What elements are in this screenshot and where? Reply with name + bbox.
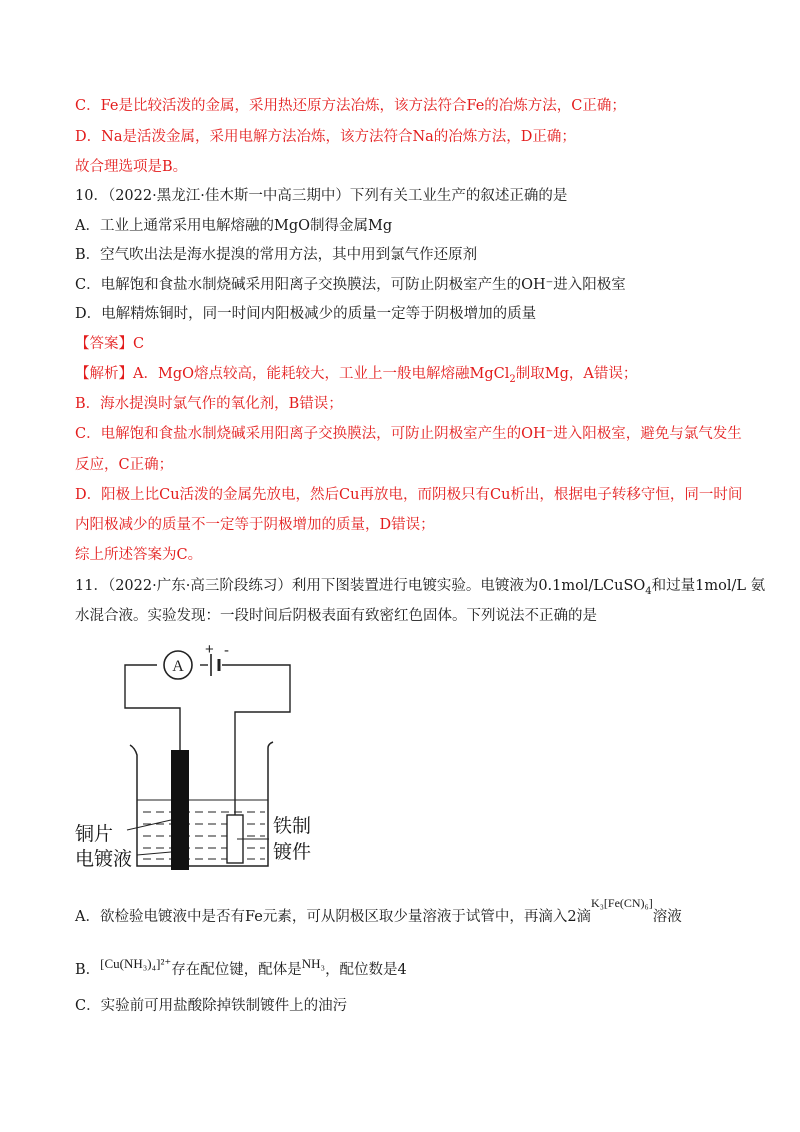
q10-analysis-c1: C．电解饱和食盐水制烧碱采用阳离子交换膜法，可防止阴极室产生的OH⁻进入阳极室，避免与氯气发生: [75, 426, 742, 442]
formula-nh3: NH₃: [301, 956, 326, 971]
q10-option-a: A．工业上通常采用电解熔融的MgO制得金属Mg: [75, 218, 393, 234]
q10-analysis-a: 【解析】A．MgO熔点较高，能耗较大，工业上一般电解熔融MgCl$_2$制取Mg，A错误；: [75, 366, 638, 385]
battery-plus-sign: +: [205, 641, 214, 658]
formula-cu-nh3-4: [Cu(NH₃)₄]²⁺: [100, 956, 172, 971]
q11-stem-line1: 11．（2022·广东·高三阶段练习）利用下图装置进行电镀实验。电镀液为0.1mol/LCuSO$_4$和过量1mol/L 氨: [75, 578, 766, 597]
q10-stem: 10．（2022·黑龙江·佳木斯一中高三期中）下列有关工业生产的叙述正确的是: [75, 188, 568, 204]
electroplating-diagram: [75, 640, 345, 875]
beaker: [130, 742, 273, 866]
iron-label-line1: 铁制: [273, 815, 312, 837]
q10-analysis-b: B．海水提溴时氯气作的氧化剂，B错误；: [75, 396, 343, 412]
prev-option-c: C．Fe是比较活泼的金属，采用热还原方法冶炼，该方法符合Fe的冶炼方法，C正确；: [75, 98, 626, 114]
q10-analysis-d1: D．阳极上比Cu活泼的金属先放电，然后Cu再放电，而阴极只有Cu析出，根据电子转移守恒，同一时间: [75, 487, 743, 503]
q11-stem-line2: 水混合液。实验发现：一段时间后阴极表面有致密红色固体。下列说法不正确的是: [75, 608, 597, 624]
battery-minus-sign: -: [224, 642, 229, 659]
prev-option-d: D．Na是活泼金属，采用电解方法冶炼，该方法符合Na的冶炼方法，D正确；: [75, 129, 576, 145]
q10-analysis-d2: 内阳极减少的质量不一定等于阴极增加的质量，D错误；: [75, 517, 435, 533]
prev-conclusion: 故合理选项是B。: [75, 159, 188, 175]
iron-label-line2: 镀件: [273, 841, 312, 863]
q10-option-c: C．电解饱和食盐水制烧碱采用阳离子交换膜法，可防止阴极室产生的OH⁻进入阳极室: [75, 277, 626, 293]
q11-option-a: A．欲检验电镀液中是否有Fe元素，可从阴极区取少量溶液于试管中，再滴入2滴$^{K_3[Fe(CN)_6]}$溶液: [75, 896, 682, 925]
analysis-label: 【解析】: [75, 366, 133, 382]
q10-summary: 综上所述答案为C。: [75, 547, 203, 563]
q10-answer: 【答案】C: [75, 336, 145, 352]
q10-option-b: B．空气吹出法是海水提溴的常用方法，其中用到氯气作还原剂: [75, 247, 478, 263]
ammeter-label: A: [172, 658, 184, 675]
solution-pointer: [137, 852, 171, 855]
solution-label: 电镀液: [75, 848, 133, 870]
q11-option-c: C．实验前可用盐酸除掉铁制镀件上的油污: [75, 998, 348, 1014]
solution-dashes: [143, 812, 265, 859]
q10-analysis-c2: 反应，C正确；: [75, 457, 174, 473]
q10-option-d: D．电解精炼铜时，同一时间内阳极减少的质量一定等于阴极增加的质量: [75, 306, 537, 322]
circuit-wires: [125, 665, 290, 815]
formula-k3fecn6: K₃[Fe(CN)₆]: [591, 896, 653, 910]
copper-label: 铜片: [75, 823, 114, 845]
copper-pointer: [127, 820, 171, 830]
copper-plate: [171, 750, 189, 870]
q11-option-b: B．[Cu(NH₃)₄]²⁺存在配位键，配体是NH₃，配位数是4: [75, 956, 407, 978]
